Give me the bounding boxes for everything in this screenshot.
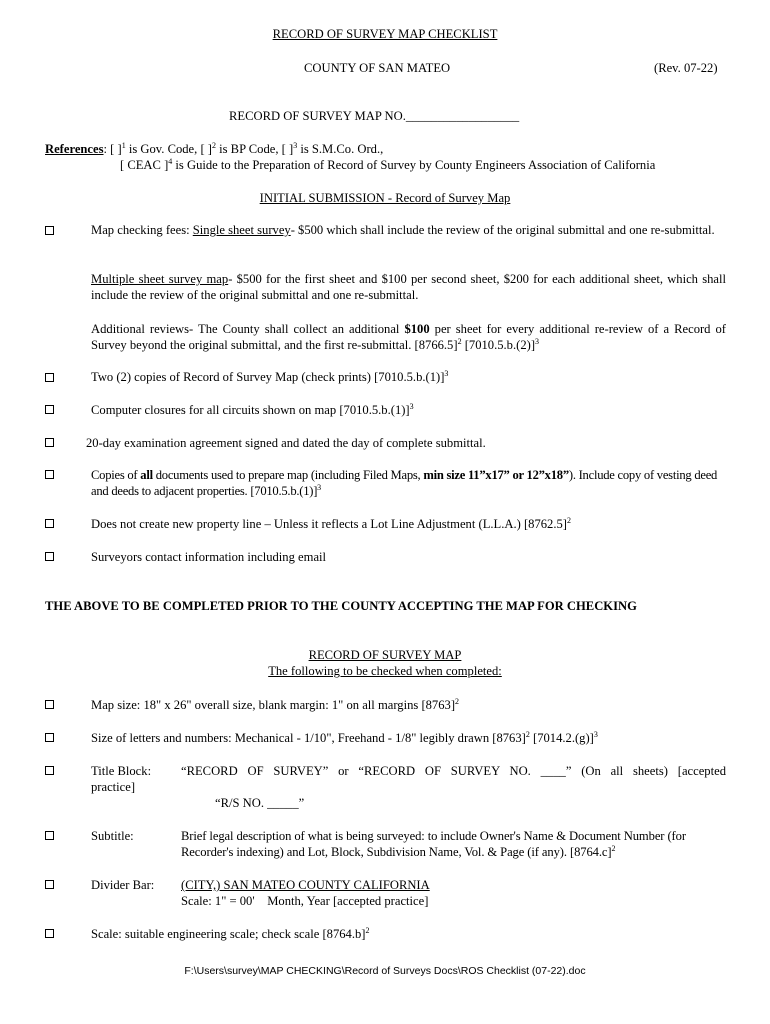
- subtitle-text: Brief legal description of what is being surveyed: to include Owner's Name & Document Number (for Recorder's indexing) and Lot, Block, Subdivision Name, Vol. & Page (if any). $[8764.c]^2$: [181, 829, 686, 859]
- title-block-continuation: practice]: [91, 780, 136, 794]
- letter-size-checkbox[interactable]: [45, 733, 54, 742]
- divider-bar-checkbox[interactable]: [45, 880, 54, 889]
- additional-reviews-item: Additional reviews- The County shall collect an additional $100 per sheet for every additional re-review of a Record of Survey beyond the original submittal, and the first re-submittal. $[8766.5]^2$ $[7010.5.b.(2)]^3$: [91, 322, 726, 352]
- initial-submission-heading: INITIAL SUBMISSION - Record of Survey Map: [259, 191, 511, 205]
- fees-checkbox[interactable]: [45, 226, 54, 235]
- scale-item: Scale: suitable engineering scale; check scale $[8764.b]^2$: [91, 925, 370, 941]
- title-block-text: “RECORD OF SURVEY” or “RECORD OF SURVEY NO. ____” (On all sheets) [accepted: [181, 764, 726, 778]
- map-size-item: Map size: 18" x 26" overall size, blank margin: 1" on all margins $[8763]^2$: [91, 696, 460, 712]
- closures-item: Computer closures for all circuits shown on map $[7010.5.b.(1)]^3$: [91, 401, 414, 417]
- page-title: RECORD OF SURVEY MAP CHECKLIST: [272, 27, 498, 41]
- examination-checkbox[interactable]: [45, 438, 54, 447]
- divider-bar-text: (CITY,) SAN MATEO COUNTY CALIFORNIA: [181, 878, 430, 892]
- scale-checkbox[interactable]: [45, 929, 54, 938]
- divider-bar-label: Divider Bar:: [91, 878, 155, 892]
- rs-number-line: “R/S NO. _____”: [215, 796, 305, 810]
- references-line-2: [ CEAC ]$^4$ is Guide to the Preparation of Record of Survey by County Engineers Association of California: [120, 156, 656, 172]
- contact-checkbox[interactable]: [45, 552, 54, 561]
- examination-item: 20-day examination agreement signed and dated the day of complete submittal.: [86, 436, 486, 450]
- map-number-line: RECORD OF SURVEY MAP NO.__________________: [229, 109, 520, 123]
- title-block-label: Title Block:: [91, 764, 152, 778]
- property-line-item: Does not create new property line – Unless it reflects a Lot Line Adjustment (L.L.A.) $[8762.5]^2$: [91, 515, 571, 531]
- map-section-heading: RECORD OF SURVEY MAP: [308, 648, 462, 662]
- subtitle-checkbox[interactable]: [45, 831, 54, 840]
- documents-checkbox[interactable]: [45, 470, 54, 479]
- map-section-subheading: The following to be checked when completed:: [268, 664, 502, 678]
- contact-item: Surveyors contact information including email: [91, 550, 327, 564]
- revision-label: (Rev. 07-22): [654, 61, 718, 75]
- fees-item: Map checking fees: Single sheet survey- $500 which shall include the review of the original submittal and one re-submittal.: [91, 223, 715, 237]
- letter-size-item: Size of letters and numbers: Mechanical - 1/10", Freehand - 1/8" legibly drawn $[8763]^2$ $[7014.2.(g)]^3$: [91, 729, 598, 745]
- check-prints-item: Two (2) copies of Record of Survey Map (check prints) $[7010.5.b.(1)]^3$: [91, 368, 449, 384]
- multi-sheet-item: Multiple sheet survey map- $500 for the first sheet and $100 per second sheet, $200 for each additional sheet, which shall include the review of the original submittal and one re-submittal.: [91, 272, 726, 302]
- title-block-checkbox[interactable]: [45, 766, 54, 775]
- documents-item: Copies of all documents used to prepare map (including Filed Maps, min size 11”x17” or 12”x18”). Include copy of vesting deed and deeds to adjacent properties. $[7010.5.b.(1)]^3$: [91, 468, 718, 498]
- closures-checkbox[interactable]: [45, 405, 54, 414]
- county-name: COUNTY OF SAN MATEO: [304, 61, 451, 75]
- references-line-1: References: [ ]$^1$ is Gov. Code, [ ]$^2$ is BP Code, [ ]$^3$ is S.M.Co. Ord.,: [45, 140, 384, 156]
- references-label: References: [45, 142, 104, 156]
- property-line-checkbox[interactable]: [45, 519, 54, 528]
- subtitle-label: Subtitle:: [91, 829, 134, 843]
- map-size-checkbox[interactable]: [45, 700, 54, 709]
- county-acceptance-notice: THE ABOVE TO BE COMPLETED PRIOR TO THE COUNTY ACCEPTING THE MAP FOR CHECKING: [45, 599, 637, 613]
- file-path-footer: F:\Users\survey\MAP CHECKING\Record of Surveys Docs\ROS Checklist (07-22).doc: [184, 965, 586, 977]
- check-prints-checkbox[interactable]: [45, 373, 54, 382]
- divider-bar-scale: Scale: 1" = 00' Month, Year [accepted practice]: [181, 894, 429, 908]
